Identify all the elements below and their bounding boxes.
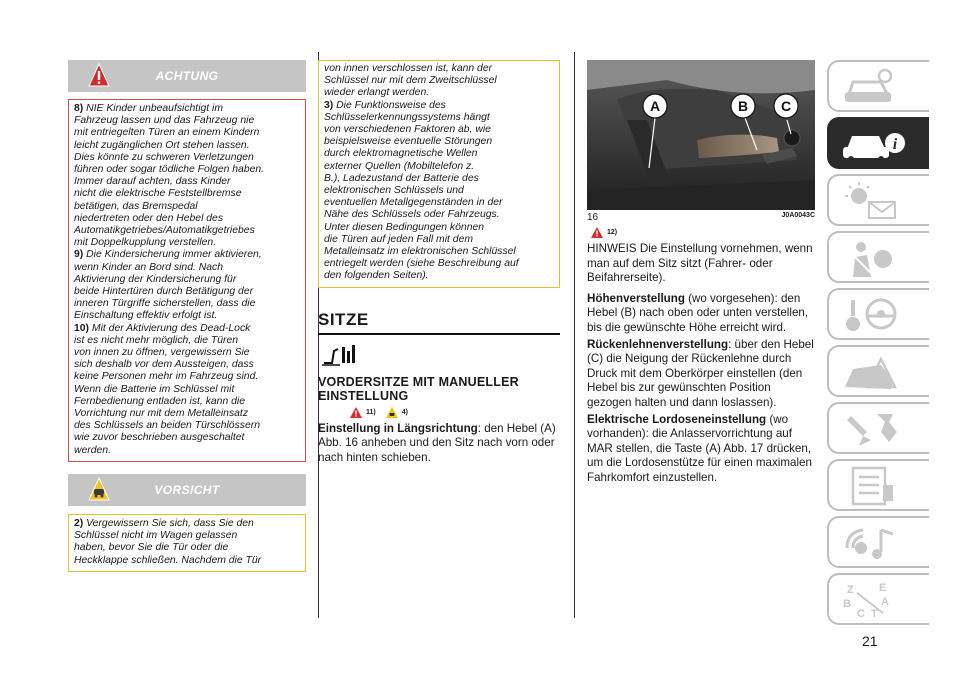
caution-box-continued (318, 60, 560, 288)
caution-small-icon (386, 407, 398, 418)
svg-text:C: C (857, 608, 865, 620)
tab-car-info[interactable] (827, 117, 929, 169)
svg-text:B: B (843, 598, 851, 610)
svg-text:E: E (879, 582, 887, 594)
key-steering-icon (837, 294, 907, 336)
caution-item: 2) Vergewissern Sie sich, dass Sie den Schlüssel nicht im Wagen gelassen haben, bevor Sie die Tür oder die Heckklappe schließen. Nachdem die Tür (74, 517, 262, 566)
figure-caption (587, 212, 815, 223)
seat-adjust-icon (318, 343, 358, 367)
svg-text:C: C (780, 98, 792, 114)
seat-figure-image (587, 60, 815, 210)
figure-label-c (774, 94, 798, 118)
warning-small-icon (591, 227, 603, 238)
warning-box (68, 99, 306, 462)
height-adjust-text: Höhenverstellung (wo vorgesehen): den Hebel (B) nach oben oder unten verstellen, bis die gewünschte Höhe erreicht wird. (587, 291, 809, 334)
section-title: SITZE (318, 310, 560, 335)
light-mail-icon (837, 180, 907, 222)
tab-safety[interactable] (827, 231, 929, 283)
warning-item: 9) Die Kindersicherung immer aktivieren, wenn Kinder an Bord sind. Nach Aktivierung der Kindersicherung für beide Hintertüren durch Betätigung der inneren Türgriffe sicherstellen, dass die Einschaltung effektiv erfolgt ist. (74, 249, 262, 322)
subsection-title: VORDERSITZE MIT MANUELLER EINSTELLUNG (318, 374, 519, 403)
warning-title: ACHTUNG (155, 69, 219, 83)
column-divider-2 (574, 52, 575, 618)
seatbelt-airbag-icon (837, 237, 907, 279)
ref-caution: 4) (401, 408, 408, 416)
svg-text:A: A (881, 596, 889, 608)
multimedia-icon (837, 522, 907, 564)
figure-label-b (731, 94, 755, 118)
ref-warning: 12) (607, 229, 618, 236)
warning-header (68, 60, 306, 92)
figure-code: J0A0043C (781, 212, 815, 219)
left-column (68, 60, 306, 572)
middle-column (318, 60, 560, 465)
figure-label-a (643, 94, 667, 118)
tab-multimedia[interactable] (827, 516, 929, 568)
tools-icon (837, 408, 907, 450)
tab-starting-driving[interactable] (827, 288, 929, 340)
backrest-adjust-text: Rückenlehnenverstellung: über den Hebel (C) die Neigung der Rückenlehne durch Druck mit dem Oberkörper einstellen (den Hebel bis zur gewünschten Position gezogen halten und dann loslassen). (587, 337, 814, 409)
checklist-icon (837, 465, 907, 507)
page-number: 21 (862, 633, 878, 649)
warning-item: 8) NIE Kinder unbeaufsichtigt im Fahrzeug lassen und das Fahrzeug nie mit entriegelten Türen an einem Kindern leicht zugänglichen Ort stehen lassen. Dies könnte zu schweren Verletzungen führen oder sogar tödliche Folgen haben. Immer darauf achten, dass Kinder nicht die elektrische Feststellbremse betätigen, das Bremspedal niedertreten oder den Hebel des Automatikgetriebes/Automatikgetriebes mit Doppelkupplung verstellen. (74, 103, 265, 249)
svg-text:i: i (892, 136, 898, 153)
tab-technical-data[interactable] (827, 459, 929, 511)
svg-text:A: A (649, 98, 661, 114)
tab-index[interactable] (827, 573, 929, 625)
alphabet-index-icon (837, 579, 907, 621)
warning-item: 10) Mit der Aktivierung des Dead-Lock ist es nicht mehr möglich, die Türen von innen zu öffnen, vergewissern Sie sich deshalb vor dem Aussteigen, dass keine Personen mehr im Fahrzeug sind. Wenn die Batterie im Schlüssel mit Fernbedienung entladen ist, kann die Vorrichtung nur mit dem Metalleinsatz des Schlüssels an beiden Türschlössern wie zuvor beschrieben ausgeschaltet werden. (74, 322, 260, 456)
caution-title: VORSICHT (154, 482, 220, 497)
tab-maintenance[interactable] (827, 402, 929, 454)
chapter-tabs (827, 60, 929, 630)
tab-dashboard[interactable] (827, 60, 929, 112)
caution-header (68, 474, 306, 506)
car-info-icon (837, 123, 907, 165)
lumbar-adjust-text: Elektrische Lordoseneinstellung (wo vorhanden): die Anlasservorrichtung auf MAR stellen, die Taste (A) Abb. 17 drücken, um die Lordosenstütze für einen maximalen Fahrkomfort einzustellen. (587, 412, 812, 484)
tab-emergency[interactable] (827, 345, 929, 397)
caution-continued-text: von innen verschlossen ist, kann der Schlüssel nur mit dem Zweitschlüssel wieder erlangt werden. (324, 63, 497, 99)
svg-text:Z: Z (847, 584, 854, 596)
car-crash-icon (837, 351, 907, 393)
longitudinal-adjust-text: Einstellung in Längsrichtung: den Hebel (A) Abb. 16 anheben und den Sitz nach vorn oder nach hinten schieben. (318, 421, 556, 464)
reference-markers-right (591, 227, 817, 238)
seat-figure (587, 60, 815, 210)
svg-text:T: T (871, 608, 878, 620)
caution-box (68, 514, 306, 572)
caution-item: 3) Die Funktionsweise des Schlüsselerkennungssystems hängt von verschiedenen Faktoren ab, wie beispielsweise eventuelle Störungen durch elektromagnetische Wellen externer Quellen (Mobiltelefon z. B.), Ladezustand der Batterie des elektronischen Schlüssels und eventuellen Metallgegenständen in der Nähe des Schlüssels oder Fahrzeugs. Unter diesen Bedingungen können die Türen auf jeden Fall mit dem Metalleinsatz im elektronischen Schlüssel entriegelt werden (siehe Beschreibung auf den folgenden Seiten). (324, 99, 519, 282)
reference-markers (350, 407, 560, 418)
warning-small-icon (350, 407, 362, 418)
dashboard-car-icon (837, 66, 907, 108)
ref-warning: 11) (366, 408, 376, 416)
intro-text: HINWEIS Die Einstellung vornehmen, wenn man auf dem Sitz sitzt (Fahrer- oder Beifahrerseite). (587, 242, 813, 285)
svg-text:B: B (737, 98, 749, 114)
figure-number: 16 (587, 212, 599, 223)
tab-lights-messages[interactable] (827, 174, 929, 226)
right-column (587, 60, 817, 486)
